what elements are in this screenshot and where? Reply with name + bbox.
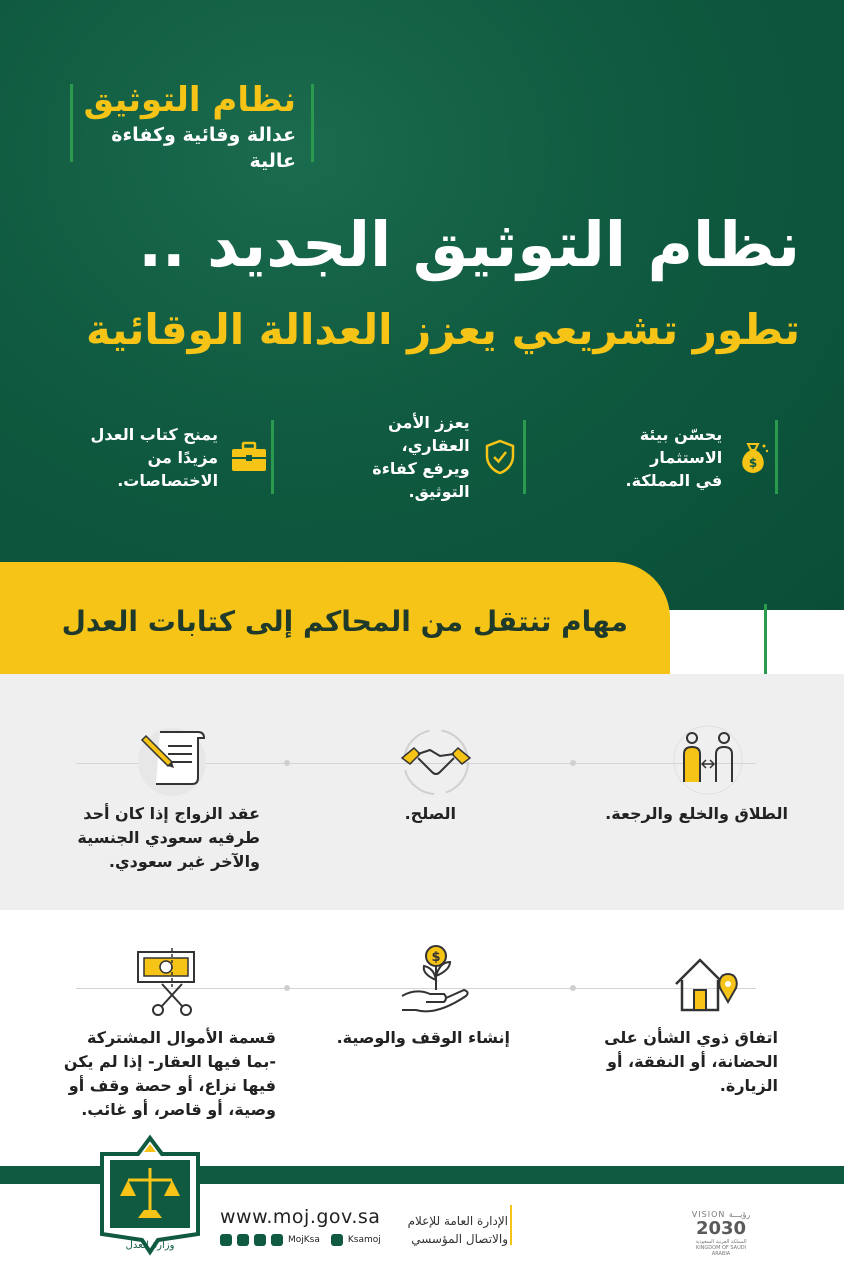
two-people-icon (668, 720, 748, 800)
page-subheadline: تطور تشريعي يعزز العدالة الوقائية (86, 305, 800, 354)
brand-rule-left (70, 84, 73, 162)
social-handle-2[interactable]: Ksamoj (347, 1235, 381, 1245)
task-text: الطلاق والخلع والرجعة. (605, 804, 788, 823)
timeline-dot (570, 985, 576, 991)
handshake-icon (396, 722, 476, 802)
brand-rule-right (311, 84, 314, 162)
moj-emblem (98, 1134, 202, 1256)
feature-divider (775, 420, 778, 494)
feature-security (320, 413, 526, 501)
feature-divider (523, 420, 526, 494)
shield-check-icon (478, 420, 524, 494)
feature-line1: يمنح كتاب العدل (90, 424, 219, 444)
vision-2030-logo: VISION رؤيـــة 2030 المملكة العربية السعودية KINGDOM OF SAUDI ARABIA (691, 1210, 751, 1257)
task-text: عقد الزواج إذا كان أحد طرفيه سعودي الجنسية والآخر غير سعودي. (77, 804, 260, 871)
page-headline: نظام التوثيق الجديد .. (138, 208, 800, 281)
brand-block (70, 78, 310, 174)
youtube-icon[interactable] (331, 1234, 343, 1246)
brand-title: نظام التوثيق (83, 80, 296, 120)
briefcase-icon (226, 420, 271, 494)
website-link[interactable]: www.moj.gov.sa (220, 1206, 381, 1228)
cash-scissors-icon (132, 944, 212, 1024)
feature-line2: في المملكة. (625, 470, 723, 490)
plant-coin-hand-icon (396, 940, 476, 1020)
timeline-dot (284, 985, 290, 991)
money-bag-icon (730, 420, 775, 494)
house-pin-icon (668, 944, 748, 1024)
section-banner-title: مهام تنتقل من المحاكم إلى كتابات العدل (61, 605, 628, 638)
timeline-dot (570, 760, 576, 766)
task-text: قسمة الأموال المشتركة -بما فيها العقار- إذا لم يكن فيها نزاع، أو حصة وقف أو وصية، أو قاصر، أو غائب. (63, 1028, 276, 1119)
feature-divider (271, 420, 274, 494)
task-text: اتفاق ذوي الشأن على الحضانة، أو النفقة، أو الزيارة. (604, 1028, 778, 1095)
timeline-dot (284, 760, 290, 766)
feature-line1: يحسّن بيئة الاستثمار (639, 424, 723, 467)
twitter-icon[interactable] (220, 1234, 232, 1246)
feature-line2: ويرفع كفاءة التوثيق. (372, 459, 470, 501)
emblem-text: وزارة العدل (125, 1240, 175, 1251)
feature-line2: مزيدًا من الاختصاصات. (117, 447, 219, 490)
feature-investment (578, 420, 778, 494)
social-handle-1[interactable]: MojKsa (288, 1235, 320, 1245)
banner-rule (764, 604, 767, 678)
feature-notaries (58, 420, 274, 494)
department-name: الإدارة العامة للإعلام والاتصال المؤسسي (407, 1214, 508, 1246)
feature-line1: يعزز الأمن العقاري، (388, 413, 470, 455)
task-text: الصلح. (404, 804, 456, 823)
dept-rule (510, 1205, 512, 1245)
svg-text:$: $ (431, 950, 441, 965)
instagram-icon[interactable] (237, 1234, 249, 1246)
task-text: إنشاء الوقف والوصية. (336, 1028, 510, 1047)
linkedin-icon[interactable] (271, 1234, 283, 1246)
contract-pen-icon (132, 722, 212, 802)
social-links (220, 1234, 387, 1246)
brand-subtitle: عدالة وقائية وكفاءة عالية (111, 124, 296, 172)
svg-text:$: $ (748, 456, 757, 470)
snapchat-icon[interactable] (254, 1234, 266, 1246)
